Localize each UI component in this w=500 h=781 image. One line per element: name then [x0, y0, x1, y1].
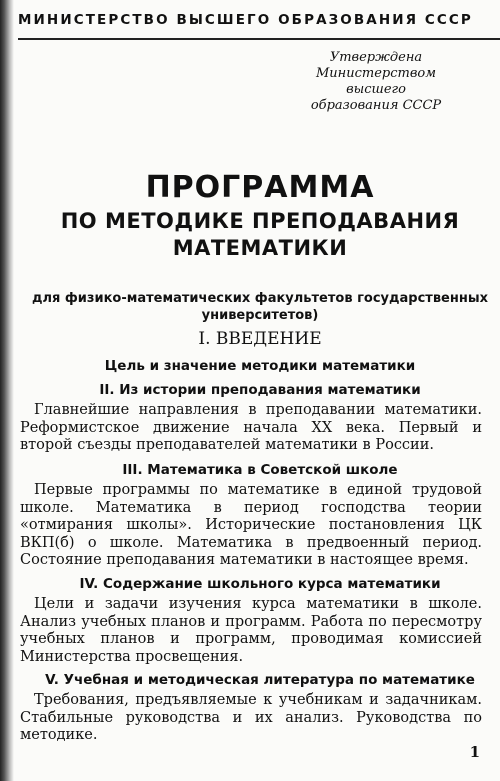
- title-line-1: ПРОГРАММА: [145, 170, 375, 205]
- goal-heading: Цель и значение методики математики: [104, 358, 416, 374]
- section-5-text: Требования, предъявляемые к учебникам и задачникам. Стабильные руководства и их анализ. Руководства по методике.: [20, 692, 482, 743]
- section-1-heading: I. ВВЕДЕНИЕ: [198, 329, 322, 349]
- title-line-2: ПО МЕТОДИКЕ ПРЕПОДАВАНИЯ: [60, 209, 460, 233]
- approval-line-3: образования СССР: [310, 98, 442, 113]
- section-3-text: Первые программы по математике в единой трудовой школе. Математика в период господства теории «отмирания школы». Исторические постановления ЦК ВКП(б) о школе. Математика в предвоенный период. Состояние преподавания математики в настоящее время.: [20, 482, 482, 568]
- page-number: 1: [469, 743, 480, 761]
- section-2-heading: II. Из истории преподавания математики: [99, 382, 421, 398]
- subtitle-line-2: университетов): [201, 308, 319, 323]
- header-rule: [18, 38, 500, 40]
- section-5-heading: V. Учебная и методическая литература по математике: [45, 672, 475, 688]
- section-4-heading: IV. Содержание школьного курса математики: [79, 576, 441, 592]
- approval-line-2: Министерством высшего: [315, 66, 437, 97]
- subtitle-line-1: для физико-математических факультетов государственных: [32, 291, 488, 306]
- section-3-heading: III. Математика в Советской школе: [122, 462, 398, 478]
- ministry-header: МИНИСТЕРСТВО ВЫСШЕГО ОБРАЗОВАНИЯ СССР: [18, 12, 473, 28]
- title-line-3: МАТЕМАТИКИ: [172, 236, 348, 260]
- approval-note: [286, 50, 466, 114]
- document-title: [20, 170, 500, 262]
- section-4-text: Цели и задачи изучения курса математики в школе. Анализ учебных планов и программ. Работа по пересмотру учебных планов и программ, проводимая комиссией Министерства просвещения.: [20, 596, 482, 665]
- document-subtitle: [20, 290, 500, 324]
- binding-shadow: [0, 0, 14, 781]
- approval-line-1: Утверждена: [329, 50, 423, 65]
- section-2-text: Главнейшие направления в преподавании математики. Реформистское движение начала XX века. Первый и второй съезды преподавателей математики в России.: [20, 402, 482, 453]
